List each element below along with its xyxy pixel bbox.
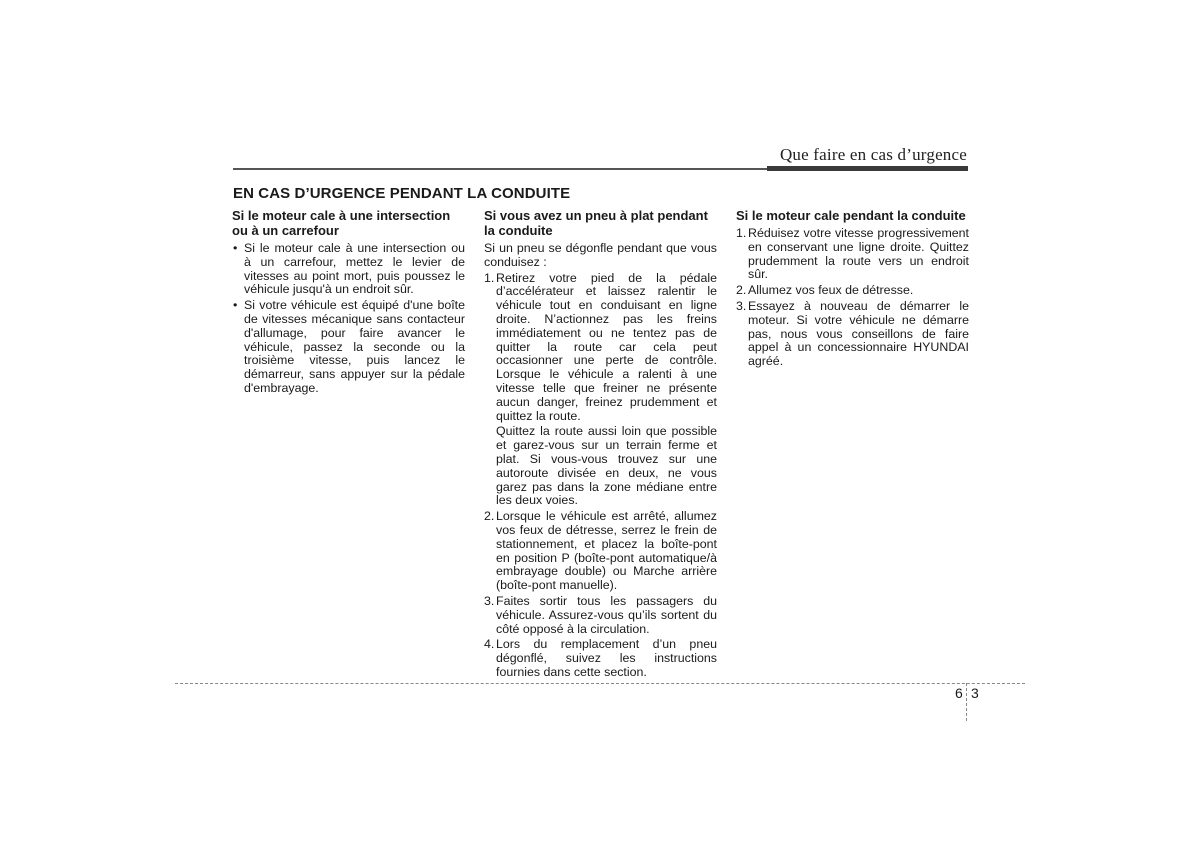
list-item bbox=[232, 299, 465, 396]
bullet-icon: • bbox=[233, 298, 238, 313]
step-list bbox=[484, 272, 717, 680]
step-number: 3. bbox=[736, 298, 747, 313]
footer-divider bbox=[175, 683, 1025, 684]
step-text: Retirez votre pied de la pédale d’accélérateur et laissez ralentir le véhicule tout en conduisant en ligne droite. N’actionnez pas les freins immédiatement ou ne tentez pas de quitter la route car cela peut occasionner une perte de contrôle. Lorsque le véhicule a ralenti à une vitesse telle que freiner ne présente aucun danger, freinez prudemment et quittez la route. bbox=[496, 270, 717, 423]
step-number: 2. bbox=[736, 283, 747, 298]
page-number: 3 bbox=[971, 685, 979, 701]
step-text: Lorsque le véhicule est arrêté, allumez vos feux de détresse, serrez le frein de stationnement, et placez la boîte-pont en position P (boîte-pont automatique/à embrayage double) ou Marche arrière (boîte-pont manuelle). bbox=[496, 509, 717, 593]
step-number: 3. bbox=[484, 593, 495, 608]
column-middle bbox=[484, 208, 717, 682]
step-number: 2. bbox=[484, 509, 495, 524]
step-extra-text: Quittez la route aussi loin que possible et garez-vous sur un terrain ferme et plat. Si vous-vous trouvez sur une autoroute divisée en deux, ne vous garez pas dans la zone médiane entre les deux voies. bbox=[496, 424, 717, 508]
bullet-list bbox=[232, 242, 465, 396]
step-text: Allumez vos feux de détresse. bbox=[748, 283, 914, 298]
step-text: Réduisez votre vitesse progressivement en conservant une ligne droite. Quittez prudemment la route vers un endroit sûr. bbox=[748, 226, 969, 282]
bullet-icon: • bbox=[233, 241, 238, 255]
step-number: 4. bbox=[484, 637, 495, 652]
list-item-text: Si votre véhicule est équipé d'une boîte de vitesses mécanique sans contacteur d'allumage, pour faire avancer le véhicule, passez la seconde ou la troisième vitesse, puis lancez le démarreur, sans appuyer sur la pédale d'embrayage. bbox=[244, 298, 465, 395]
header-rule bbox=[233, 168, 768, 170]
list-item bbox=[484, 638, 717, 679]
chapter-number: 6 bbox=[955, 685, 963, 701]
subsection-heading: Si le moteur cale pendant la conduite bbox=[736, 208, 966, 223]
column-right bbox=[736, 208, 969, 371]
intro-text: Si un pneu se dégonfle pendant que vous conduisez : bbox=[484, 241, 717, 269]
list-item bbox=[736, 227, 969, 282]
step-text: Essayez à nouveau de démarrer le moteur. Si votre véhicule ne démarre pas, nous vous conseillons de faire appel à un concessionnaire HYUNDAI agréé. bbox=[748, 298, 969, 369]
step-text: Faites sortir tous les passagers du véhicule. Assurez-vous qu’ils sortent du côté opposé à la circulation. bbox=[496, 593, 717, 636]
section-title: EN CAS D’URGENCE PENDANT LA CONDUITE bbox=[233, 185, 571, 202]
step-list bbox=[736, 227, 969, 369]
subsection-heading: Si vous avez un pneu à plat pendant la conduite bbox=[484, 208, 708, 238]
list-item-text: Si le moteur cale à une intersection ou à un carrefour, mettez le levier de vitesses au point mort, puis poussez le véhicule jusqu'à un endroit sûr. bbox=[244, 241, 465, 297]
page-number-separator bbox=[966, 683, 967, 721]
running-header: Que faire en cas d’urgence bbox=[779, 145, 967, 164]
list-item bbox=[736, 300, 969, 369]
step-text: Lors du remplacement d’un pneu dégonflé, suivez les instructions fournies dans cette section. bbox=[496, 637, 717, 679]
step-number: 1. bbox=[736, 226, 747, 240]
step-number: 1. bbox=[484, 270, 495, 285]
list-item bbox=[736, 284, 969, 298]
list-item bbox=[232, 242, 465, 297]
subsection-heading: Si le moteur cale à une intersection ou à un carrefour bbox=[232, 208, 451, 238]
header-rule-accent bbox=[767, 166, 968, 171]
list-item bbox=[484, 272, 717, 509]
list-item bbox=[484, 510, 717, 593]
column-left bbox=[232, 208, 465, 398]
list-item bbox=[484, 595, 717, 636]
